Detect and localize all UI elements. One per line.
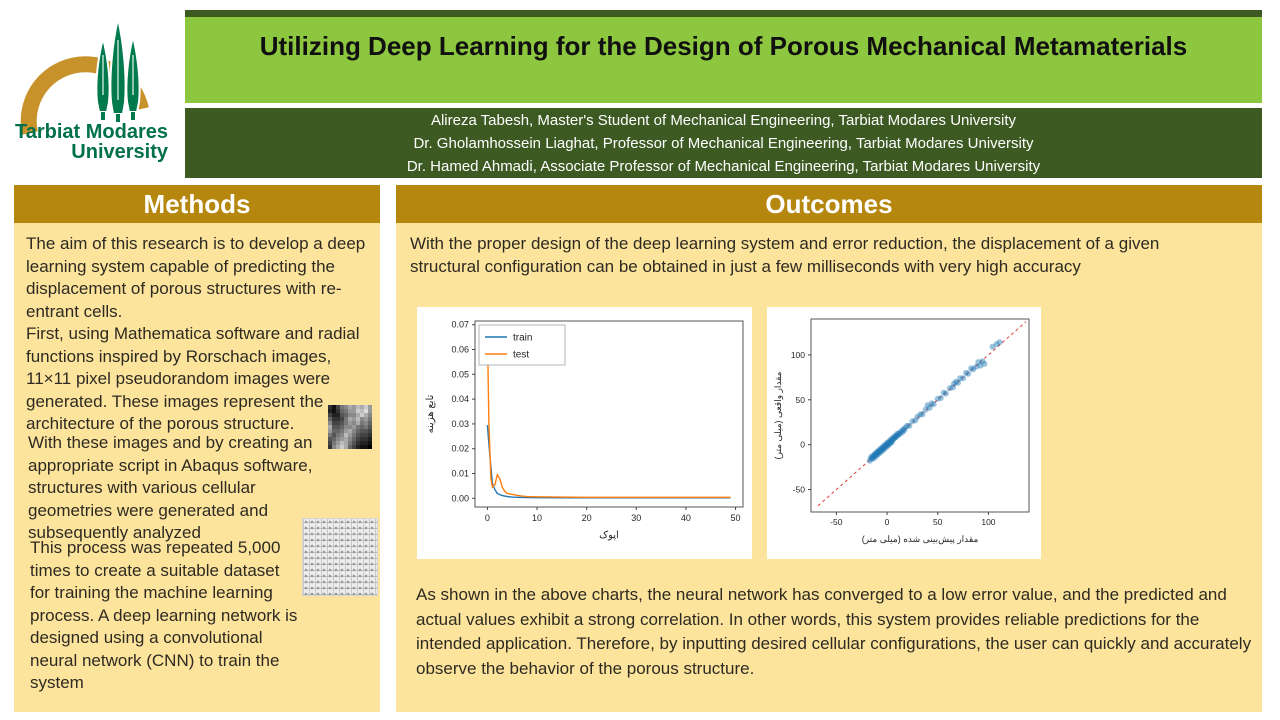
svg-text:100: 100 [790, 349, 805, 360]
pseudorandom-pixel-image [328, 405, 372, 449]
outcomes-intro-text: With the proper design of the deep learning system and error reduction, the displacement of a given structural configuration can be obtained in just a few milliseconds with very high accuracy [410, 234, 1160, 276]
svg-text:تابع هزینه: تابع هزینه [425, 394, 436, 434]
svg-text:50: 50 [933, 517, 943, 527]
title-bar [185, 17, 1262, 103]
svg-text:مقدار پیش‌بینی شده (میلی متر): مقدار پیش‌بینی شده (میلی متر) [861, 534, 979, 544]
methods-paragraph: This process was repeated 5,000 times to create a suitable dataset for training the machine learning process. A deep learning network is designed using a convolutional neural network (CNN) to train the system [30, 538, 298, 692]
logo-text-line2: University [71, 141, 168, 163]
logo-graphic [0, 0, 185, 180]
methods-paragraph: The aim of this research is to develop a deep learning system capable of predicting the displacement of porous structures with re-entrant cells. [26, 234, 366, 321]
svg-text:0.05: 0.05 [451, 369, 469, 380]
svg-text:0.04: 0.04 [451, 394, 469, 405]
author-line: Alireza Tabesh, Master's Student of Mechanical Engineering, Tarbiat Modares University [430, 112, 1017, 129]
methods-paragraph: With these images and by creating an appropriate script in Abaqus software, structures with various cellular geometries were generated and subsequently analyzed [28, 433, 313, 542]
svg-text:0.06: 0.06 [451, 344, 469, 355]
author-line: Dr. Hamed Ahmadi, Associate Professor of Mechanical Engineering, Tarbiat Modares University [406, 158, 1041, 175]
svg-text:30: 30 [631, 513, 642, 523]
training-loss-chart [417, 307, 752, 559]
loss-chart-svg [417, 307, 752, 559]
svg-text:مقدار واقعی (میلی متر): مقدار واقعی (میلی متر) [773, 371, 783, 460]
svg-text:50: 50 [795, 394, 805, 405]
methods-paragraph-intro [26, 233, 376, 436]
svg-text:0: 0 [800, 439, 805, 450]
svg-text:100: 100 [981, 517, 996, 527]
svg-text:-50: -50 [830, 517, 843, 527]
logo-text-line1: Tarbiat Modares [15, 121, 168, 143]
svg-text:0.01: 0.01 [451, 468, 469, 479]
svg-text:40: 40 [680, 513, 691, 523]
outcomes-panel [396, 185, 1262, 712]
svg-text:50: 50 [730, 513, 741, 523]
svg-text:0: 0 [484, 513, 490, 523]
svg-text:0.07: 0.07 [451, 319, 469, 330]
svg-text:-50: -50 [792, 484, 805, 495]
svg-text:0.00: 0.00 [451, 493, 469, 504]
title-top-strip [185, 10, 1262, 17]
svg-text:10: 10 [532, 513, 543, 523]
author-line: Dr. Gholamhossein Liaghat, Professor of Mechanical Engineering, Tarbiat Modares University [413, 135, 1034, 152]
svg-text:test: test [513, 349, 530, 361]
svg-text:0: 0 [884, 517, 890, 527]
authors-bar [185, 108, 1262, 178]
outcomes-conclusion-text: As shown in the above charts, the neural network has converged to a low error value, and the predicted and actual values exhibit a strong correlation. In other words, this system provides reliable predictions for the intended application. Therefore, by inputting desired cellular configurations, the user can quickly and accurately observe the behavior of the porous structure. [416, 585, 1252, 678]
svg-text:0.03: 0.03 [451, 418, 469, 429]
svg-text:0.02: 0.02 [451, 443, 469, 454]
prediction-scatter-chart [767, 307, 1041, 559]
methods-paragraph: First, using Mathematica software and radial functions inspired by Rorschach images, 11×11 pixel pseudorandom images were generated. These images represent the architecture of the porous structure. [26, 324, 360, 433]
outcomes-header: Outcomes [396, 185, 1262, 223]
university-logo [0, 0, 185, 180]
svg-text:train: train [513, 332, 533, 344]
methods-header: Methods [14, 185, 380, 223]
poster-title: Utilizing Deep Learning for the Design of Porous Mechanical Metamaterials [259, 31, 1188, 61]
mesh-structure-image [302, 518, 378, 596]
svg-text:اپوک: اپوک [599, 530, 619, 541]
svg-text:20: 20 [581, 513, 592, 523]
methods-panel [14, 185, 380, 712]
scatter-chart-svg [767, 307, 1041, 559]
